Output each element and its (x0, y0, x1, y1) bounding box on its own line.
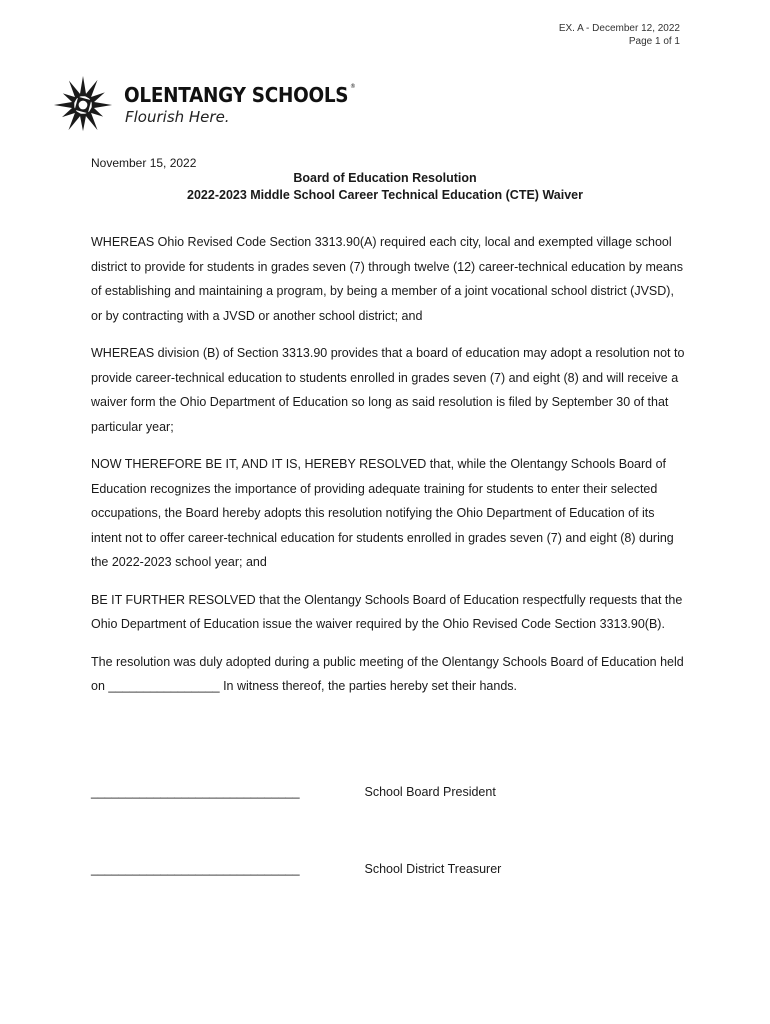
signature-line: ______________________________ (91, 862, 300, 876)
logo-wordmark: OLENTANGY SCHOOLS ® (124, 83, 356, 107)
paragraph-further-resolved: BE IT FURTHER RESOLVED that the Olentangy Schools Board of Education respectfully requests that the Ohio Department of Education issue the waiver required by the Ohio Revised Code Section 3313.90(B). (91, 592, 683, 631)
document-header-meta (559, 22, 680, 48)
document-titles (0, 170, 770, 204)
resolution-body (91, 230, 685, 712)
trademark-mark: ® (350, 83, 356, 90)
document-subtitle: 2022-2023 Middle School Career Technical Education (CTE) Waiver (187, 188, 583, 202)
paragraph-adoption: The resolution was duly adopted during a public meeting of the Olentangy Schools Board of Education held on ________________ In witness thereof, the parties hereby set their hands. (91, 654, 684, 693)
logo-tagline: Flourish Here. (125, 108, 230, 126)
signature-row-president (91, 785, 691, 799)
exhibit-label: EX. A - December 12, 2022 (558, 23, 680, 34)
page-number: Page 1 of 1 (628, 36, 680, 47)
paragraph-whereas-1: WHEREAS Ohio Revised Code Section 3313.90(A) required each city, local and exempted village school district to provide for students in grades seven (7) through twelve (12) career-technical education by means of establishing and maintaining a program, by being a member of a joint vocational school district (JVSD), or by contracting with a JVSD or another school district; and (91, 235, 683, 323)
document-title: Board of Education Resolution (293, 171, 477, 185)
document-date: November 15, 2022 (91, 156, 197, 170)
starburst-logo-icon (52, 74, 114, 136)
signature-line: ______________________________ (91, 785, 300, 799)
paragraph-whereas-2: WHEREAS division (B) of Section 3313.90 provides that a board of education may adopt a resolution not to provide career-technical education to students enrolled in grades seven (7) and eight (8) and will receive a waiver form the Ohio Department of Education so long as said resolution is filed by September 30 of that particular year; (91, 346, 685, 434)
paragraph-resolved: NOW THEREFORE BE IT, AND IT IS, HEREBY RESOLVED that, while the Olentangy Schools Board of Education recognizes the importance of providing adequate training for students to enter their selected occupations, the Board hereby adopts this resolution notifying the Ohio Department of Education of its intent not to offer career-technical education for students enrolled in grades seven (7) and eight (8) during the 2022-2023 school year; and (91, 457, 674, 569)
signature-title: School District Treasurer (364, 862, 502, 876)
signature-row-treasurer (91, 862, 691, 876)
signature-title: School Board President (364, 785, 496, 799)
olentangy-logo (52, 74, 356, 138)
